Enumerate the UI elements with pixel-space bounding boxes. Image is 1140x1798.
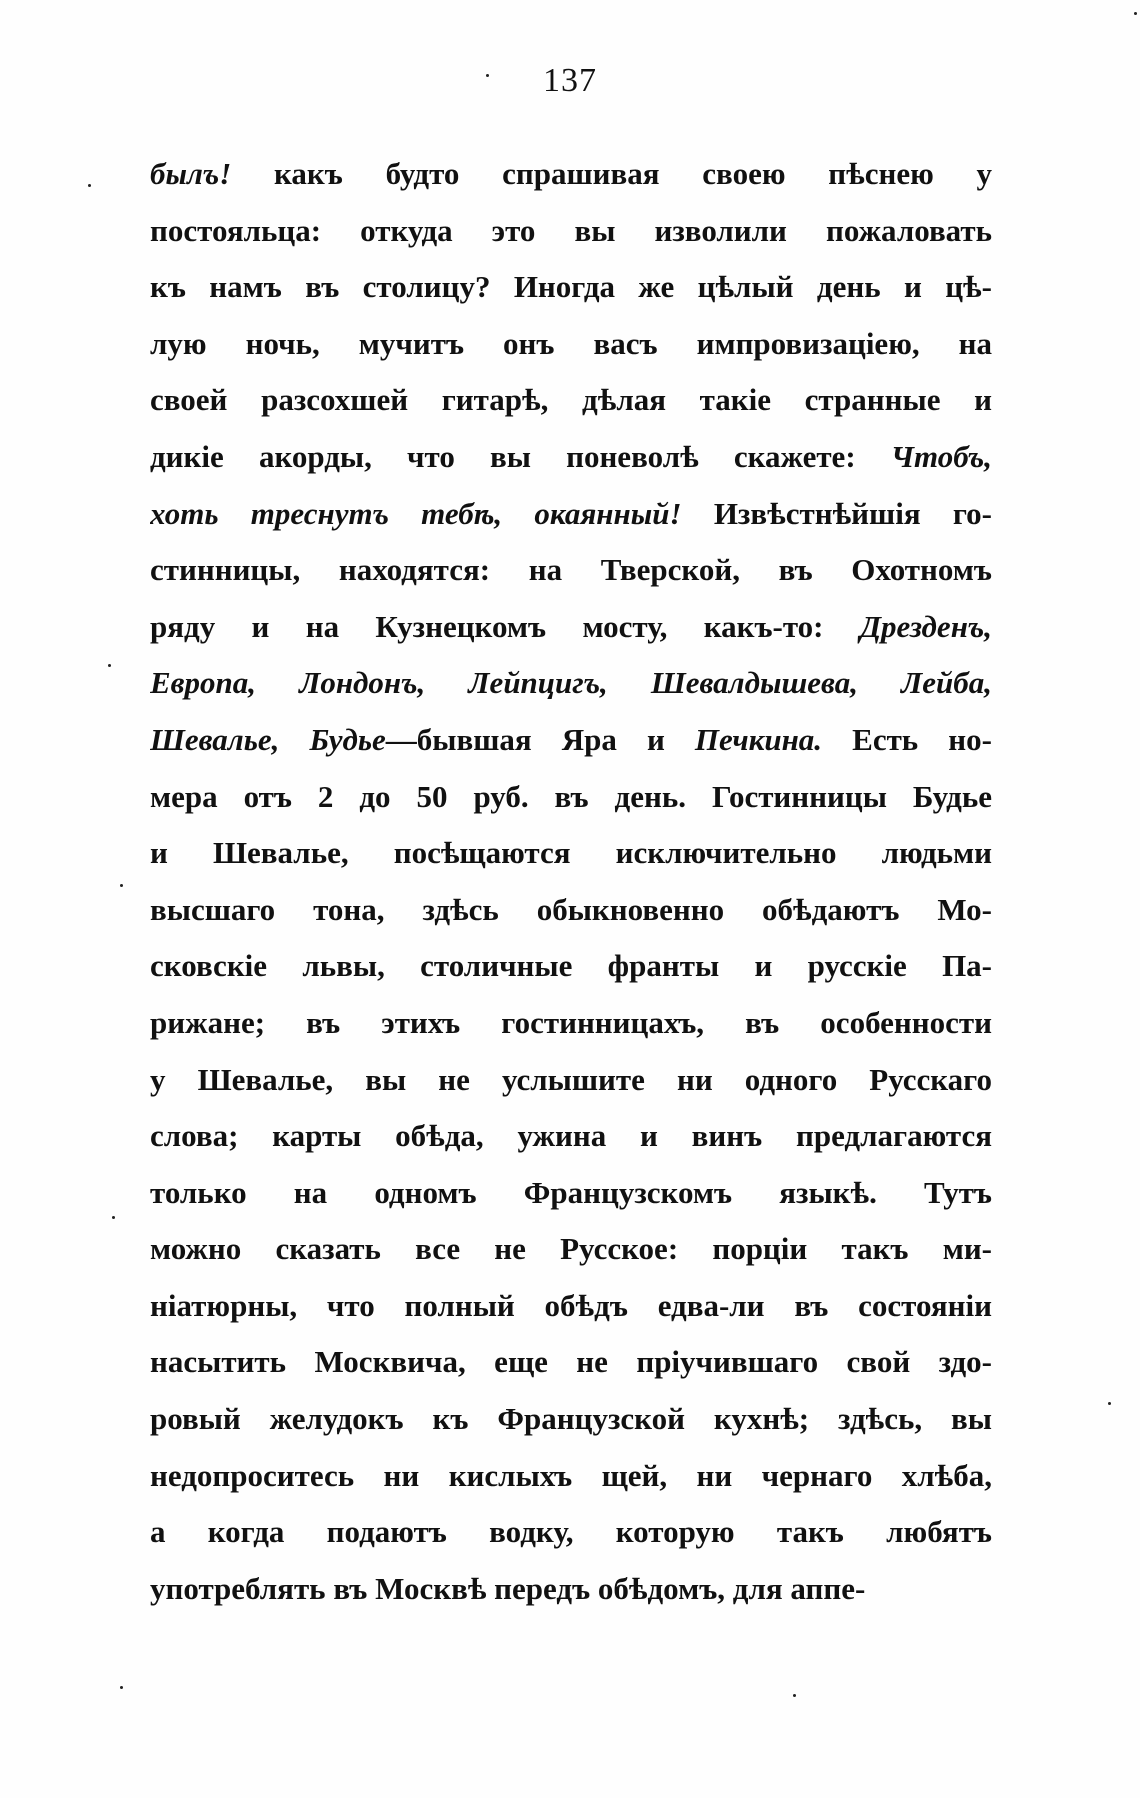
scan-speck (120, 1686, 123, 1689)
text-segment: дикiе акорды, что вы поневолѣ скажете: (150, 438, 891, 474)
text-line (150, 1504, 992, 1561)
scan-speck (108, 664, 111, 667)
text-line (150, 882, 992, 939)
scan-speck (486, 74, 489, 77)
text-segment: ряду и на Кузнецкомъ мосту, какъ-то: (150, 608, 860, 644)
text-segment: своей разсохшей гитарѣ, дѣлая такiе странные и (150, 382, 992, 418)
text-segment: лую ночь, мучитъ онъ васъ импровизацiею, на (150, 325, 992, 361)
text-line (150, 146, 992, 203)
italic-text-segment: Печкина. (694, 721, 823, 757)
text-line (150, 542, 992, 599)
text-segment: какъ будто спрашивая своею пѣснею у (231, 156, 992, 191)
body-text (150, 146, 992, 1617)
scan-speck (120, 884, 123, 887)
text-line (150, 825, 992, 882)
text-segment: только на одномъ Французскомъ языкѣ. Тутъ (150, 1174, 992, 1210)
italic-text-segment: Шевалье, Будье (150, 721, 386, 757)
italic-text-segment: Европа, Лондонъ, Лейпцигъ, Шевалдышева, Лейба, (150, 665, 992, 701)
text-line (150, 316, 992, 373)
text-line (150, 995, 992, 1052)
text-line (150, 712, 992, 769)
text-segment: къ намъ въ столицу? Иногда же цѣлый день и цѣ- (150, 269, 992, 305)
text-line (150, 1052, 992, 1109)
text-line (150, 372, 992, 429)
text-segment: стинницы, находятся: на Тверской, въ Охотномъ (150, 552, 992, 588)
text-segment: Извѣстнѣйшiя го- (681, 495, 992, 531)
text-line (150, 599, 992, 656)
scan-speck (1134, 12, 1137, 15)
text-segment: сковскiе львы, столичные франты и русскiе Па- (150, 948, 992, 984)
text-line (150, 1165, 992, 1222)
scan-speck (88, 184, 91, 187)
text-segment: Есть но- (822, 721, 992, 757)
text-line (150, 1448, 992, 1505)
text-segment: употреблять въ Москвѣ передъ обѣдомъ, для аппе- (150, 1570, 866, 1606)
text-line (150, 1221, 992, 1278)
text-segment: можно сказать все не Русское: порцiи такъ ми- (150, 1231, 992, 1267)
text-segment: —бывшая Яра и (385, 721, 695, 757)
text-segment: нiатюрны, что полный обѣдъ едва-ли въ состоянiи (150, 1287, 992, 1323)
page-number: 137 (543, 62, 597, 99)
text-segment: у Шевалье, вы не услышите ни одного Русскаго (150, 1061, 992, 1097)
text-segment: и Шевалье, посѣщаются исключительно людьми (150, 835, 992, 871)
text-segment: насытить Москвича, еще не прiучившаго свой здо- (150, 1344, 992, 1380)
text-line (150, 938, 992, 995)
italic-text-segment: Чтобъ, (890, 438, 992, 474)
italic-text-segment: Дрезденъ, (859, 608, 992, 644)
scan-speck (112, 1216, 115, 1219)
italic-text-segment: хоть треснутъ тебѣ, окаянный! (150, 495, 682, 531)
text-line (150, 1108, 992, 1165)
text-line (150, 655, 992, 712)
text-segment: высшаго тона, здѣсь обыкновенно обѣдаютъ Мо- (150, 891, 992, 927)
text-segment: рижане; въ этихъ гостинницахъ, въ особенности (150, 1004, 992, 1040)
text-segment: слова; карты обѣда, ужина и винъ предлагаются (150, 1118, 992, 1154)
text-segment: а когда подаютъ водку, которую такъ любятъ (150, 1514, 992, 1550)
text-line (150, 1391, 992, 1448)
text-line (150, 429, 992, 486)
text-line (150, 259, 992, 316)
text-line (150, 1278, 992, 1335)
italic-text-segment: былъ! (150, 156, 232, 191)
text-line (150, 769, 992, 826)
text-segment: постояльца: откуда это вы изволили пожаловать (150, 212, 992, 248)
text-line (150, 1561, 992, 1618)
text-segment: недопроситесь ни кислыхъ щей, ни чернаго хлѣба, (150, 1457, 992, 1493)
text-line (150, 1334, 992, 1391)
text-segment: ровый желудокъ къ Французской кухнѣ; здѣсь, вы (150, 1401, 992, 1437)
scan-speck (793, 1694, 796, 1697)
text-segment: мера отъ 2 до 50 руб. въ день. Гостинницы Будье (150, 778, 992, 814)
scan-speck (1108, 1402, 1111, 1405)
text-line (150, 203, 992, 260)
text-line (150, 486, 992, 543)
